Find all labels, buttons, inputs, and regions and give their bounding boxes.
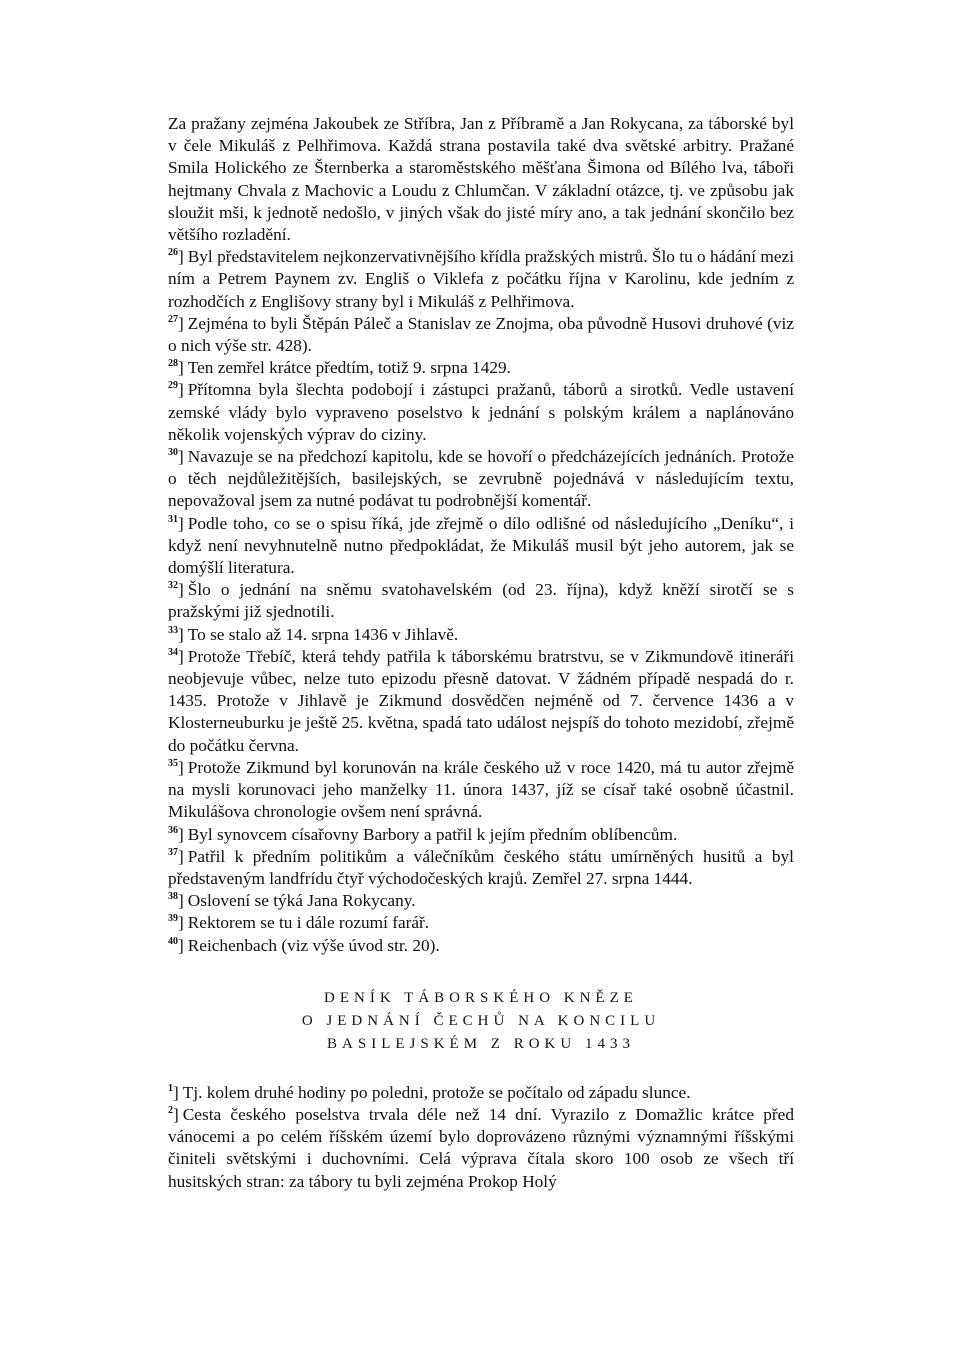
footnote-bracket: ] [173, 1104, 179, 1124]
footnote [168, 646, 794, 757]
footnote [168, 513, 794, 580]
footnote-bracket: ] [178, 846, 184, 866]
footnote-number: 32 [168, 580, 178, 592]
footnote-bracket: ] [178, 891, 184, 911]
footnote [168, 446, 794, 513]
footnote-number: 39 [168, 913, 178, 925]
footnote-bracket: ] [178, 313, 184, 333]
footnote [168, 1082, 794, 1104]
footnote-text: Reichenbach (viz výše úvod str. 20). [187, 935, 440, 955]
footnote-text: Navazuje se na předchozí kapitolu, kde se hovoří o předcházejících jednáních. Protože o těch nejdůležitějších, basilejských, se zevrubně pojednává v následujícím textu, nepovažoval jsem za nutné podávat tu podrobnější komentář. [168, 447, 794, 511]
footnote-text: Oslovení se týká Jana Rokycany. [187, 891, 416, 911]
intro-paragraph: Za pražany zejména Jakoubek ze Stříbra, Jan z Příbramě a Jan Rokycana, za táborské byl v čele Mikuláš z Pelhřimova. Každá strana postavila také dva světské arbitry. Pražané Smila Holického ze Šternberka a staroměstského měšťana Šimona od Bílého lva, táboři hejtmany Chvala z Machovic a Loudu z Chlumčan. V základní otázce, tj. ve způsobu jak sloužit mši, k jednotě nedošlo, v jiných však do jisté míry ano, a tak jednání skončilo bez většího rozladění. [168, 114, 794, 245]
footnote-number: 37 [168, 846, 178, 858]
footnote-number: 33 [168, 624, 178, 636]
footnote-bracket: ] [178, 380, 184, 400]
footnote-text: Tj. kolem druhé hodiny po poledni, protože se počítalo od západu slunce. [182, 1082, 691, 1102]
footnote-text: Protože Třebíč, která tehdy patřila k táborskému bratrstvu, se v Zikmundově itineráři neobjevuje vůbec, nelze tuto epizodu přesně datovat. V žádném případě nespadá do r. 1435. Protože v Jihlavě je Zikmund dosvědčen nejméně od 7. července 1436 a v Klosterneuburku je ještě 25. května, spadá tato událost nejspíš do tohoto mezidobí, zřejmě do počátku června. [168, 646, 794, 755]
footnote-bracket: ] [173, 1082, 179, 1102]
footnote-bracket: ] [178, 935, 184, 955]
footnotes-block-b [168, 1082, 794, 1193]
footnote-number: 38 [168, 891, 178, 903]
footnote-number: 31 [168, 513, 178, 525]
footnote-number: 36 [168, 824, 178, 836]
footnote [168, 846, 794, 890]
footnotes-block-a [168, 246, 794, 957]
footnote [168, 912, 794, 934]
footnote [168, 246, 794, 313]
footnote-text: Rektorem se tu i dále rozumí farář. [187, 913, 430, 933]
footnote-text: Byl synovcem císařovny Barbory a patřil k jejím předním oblíbencům. [187, 824, 678, 844]
footnote-number: 29 [168, 380, 178, 392]
footnote [168, 757, 794, 824]
footnote [168, 824, 794, 846]
footnote-text: Ten zemřel krátce předtím, totiž 9. srpna 1429. [187, 358, 511, 378]
footnote-bracket: ] [178, 580, 184, 600]
footnote [168, 1104, 794, 1193]
footnote-bracket: ] [178, 824, 184, 844]
section-heading [168, 987, 794, 1056]
footnote-bracket: ] [178, 757, 184, 777]
footnote-number: 1 [168, 1082, 173, 1094]
footnote-text: To se stalo až 14. srpna 1436 v Jihlavě. [187, 624, 459, 644]
footnote-bracket: ] [178, 513, 184, 533]
footnote-bracket: ] [178, 447, 184, 467]
footnote [168, 357, 794, 379]
footnote-text: Protože Zikmund byl korunován na krále českého už v roce 1420, má tu autor zřejmě na mysli korunovaci jeho manželky 11. února 1437, jíž se císař také osobně účastnil. Mikulášova chronologie ovšem není správná. [168, 757, 794, 822]
footnote-bracket: ] [178, 646, 184, 666]
document-page [168, 113, 794, 1193]
footnote [168, 313, 794, 357]
footnote-text: Byl představitelem nejkonzervativnějšího křídla pražských mistrů. Šlo tu o hádání mezi ním a Petrem Paynem zv. Engliš o Viklefa z počátku října v Karolinu, kde jedním z rozhodčích z Englišovy strany byl i Mikuláš z Pelhřimova. [168, 247, 794, 311]
footnote-text: Šlo o jednání na sněmu svatohavelském (od 23. října), když kněží sirotčí se s pražskými již sjednotili. [168, 580, 794, 622]
footnote [168, 935, 794, 957]
footnote-text: Přítomna byla šlechta podobojí i zástupci pražanů, táborů a sirotků. Vedle ustavení zemské vlády bylo vypraveno poselstvo k jednání s polským králem a naplánováno několik vojenských výprav do ciziny. [168, 380, 794, 444]
footnote-number: 27 [168, 314, 178, 326]
footnote-number: 30 [168, 447, 178, 459]
footnote-text: Patřil k předním politikům a válečníkům českého státu umírněných husitů a byl představeným landfrídu čtyř východočeských krajů. Zemřel 27. srpna 1444. [168, 846, 794, 888]
footnote-number: 2 [168, 1105, 173, 1117]
footnote-number: 34 [168, 647, 178, 659]
footnote [168, 890, 794, 912]
heading-line-2: O JEDNÁNÍ ČECHŮ NA KONCILU [301, 1012, 661, 1029]
footnote-bracket: ] [178, 247, 184, 267]
footnote-text: Podle toho, co se o spisu říká, jde zřejmě o dílo odlišné od následujícího „Deníku“, i když není nevyhnutelně nutno předpokládat, že Mikuláš musil být jeho autorem, jak se domýšlí literatura. [168, 513, 794, 578]
footnote-number: 26 [168, 247, 178, 259]
footnote-bracket: ] [178, 913, 184, 933]
footnote-text: Cesta českého poselstva trvala déle než 14 dní. Vyrazilo z Domažlic krátce před vánocemi a po celém říšském území bylo doprovázeno různými významnými říšskými činiteli světskými i duchovními. Celá výprava čítala skoro 100 osob ze všech tří husitských stran: za tábory tu byli zejména Prokop Holý [168, 1104, 794, 1191]
footnote [168, 379, 794, 446]
heading-line-3: BASILEJSKÉM Z ROKU 1433 [327, 1035, 635, 1052]
footnote-number: 35 [168, 758, 178, 770]
footnote [168, 579, 794, 623]
footnote-number: 28 [168, 358, 178, 370]
footnote-number: 40 [168, 935, 178, 947]
footnote-text: Zejména to byli Štěpán Páleč a Stanislav ze Znojma, oba původně Husovi druhové (viz o nich výše str. 428). [168, 313, 794, 356]
footnote-bracket: ] [178, 624, 184, 644]
footnote [168, 624, 794, 646]
footnote-bracket: ] [178, 358, 184, 378]
heading-line-1: DENÍK TÁBORSKÉHO KNĚZE [324, 989, 638, 1006]
